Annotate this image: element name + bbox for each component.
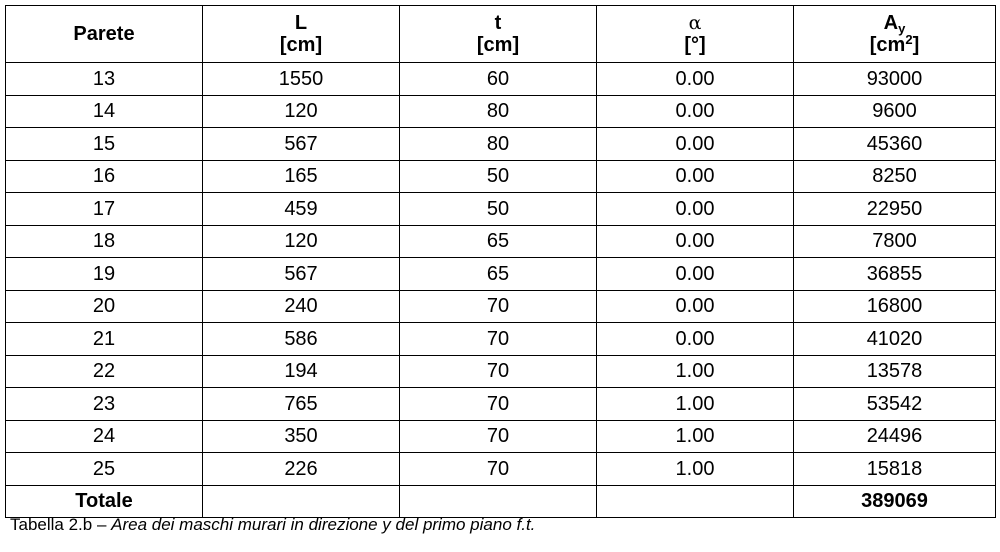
cell-l: 350 [203,420,400,453]
cell-l: 586 [203,323,400,356]
total-value: 389069 [794,485,996,517]
cell-l: 1550 [203,63,400,96]
cell-parete: 17 [6,193,203,226]
cell-alpha: 0.00 [597,63,794,96]
table-caption [10,515,535,535]
cell-ay: 45360 [794,128,996,161]
cell-alpha: 0.00 [597,128,794,161]
table-row [6,160,996,193]
header-row [6,6,996,63]
cell-parete: 15 [6,128,203,161]
cell-l: 120 [203,95,400,128]
cell-ay: 13578 [794,355,996,388]
table-row [6,290,996,323]
header-ay: $A_y$ $[cm^2]$ [794,6,996,63]
table-row [6,63,996,96]
cell-ay: 15818 [794,453,996,486]
cell-t: 50 [400,193,597,226]
table-row [6,453,996,486]
header-alpha: α [°] [597,6,794,63]
cell-parete: 16 [6,160,203,193]
cell-l: 165 [203,160,400,193]
cell-ay: 22950 [794,193,996,226]
header-t: t [cm] [400,6,597,63]
cell-alpha: 0.00 [597,323,794,356]
cell-alpha: 0.00 [597,225,794,258]
cell-parete: 13 [6,63,203,96]
cell-t: 70 [400,355,597,388]
table-row [6,323,996,356]
cell-ay: 7800 [794,225,996,258]
cell-t: 65 [400,258,597,291]
cell-t: 70 [400,453,597,486]
cell-l: 459 [203,193,400,226]
cell-l: 240 [203,290,400,323]
cell-ay: 8250 [794,160,996,193]
cell-t: 70 [400,290,597,323]
cell-parete: 24 [6,420,203,453]
cell-t: 70 [400,323,597,356]
table-row [6,388,996,421]
cell-alpha: 0.00 [597,193,794,226]
cell-t: 65 [400,225,597,258]
cell-parete: 18 [6,225,203,258]
cell-t: 80 [400,95,597,128]
cell-t: 70 [400,420,597,453]
table-row [6,193,996,226]
header-parete: Parete [6,6,203,63]
cell-t: 80 [400,128,597,161]
wall-area-table [5,5,996,518]
cell-parete: 22 [6,355,203,388]
table-row [6,420,996,453]
cell-ay: 53542 [794,388,996,421]
cell-alpha: 0.00 [597,160,794,193]
caption-prefix: Tabella 2.b – [10,515,112,534]
cell-ay: 24496 [794,420,996,453]
cell-ay: 9600 [794,95,996,128]
cell-alpha: 1.00 [597,420,794,453]
cell-l: 226 [203,453,400,486]
table-row [6,128,996,161]
total-label: Totale [6,485,203,517]
cell-ay: 36855 [794,258,996,291]
cell-alpha: 1.00 [597,388,794,421]
cell-parete: 21 [6,323,203,356]
cell-l: 567 [203,128,400,161]
total-empty-cell [203,485,400,517]
cell-t: 50 [400,160,597,193]
cell-alpha: 1.00 [597,453,794,486]
table-body [6,63,996,486]
cell-l: 567 [203,258,400,291]
cell-alpha: 0.00 [597,290,794,323]
cell-t: 60 [400,63,597,96]
table-row [6,225,996,258]
cell-parete: 19 [6,258,203,291]
cell-l: 194 [203,355,400,388]
cell-ay: 41020 [794,323,996,356]
cell-ay: 16800 [794,290,996,323]
total-empty-cell [597,485,794,517]
table-row [6,258,996,291]
table-row [6,95,996,128]
total-empty-cell [400,485,597,517]
cell-alpha: 0.00 [597,95,794,128]
cell-parete: 25 [6,453,203,486]
cell-l: 120 [203,225,400,258]
cell-t: 70 [400,388,597,421]
cell-parete: 20 [6,290,203,323]
caption-text: Area dei maschi murari in direzione y del primo piano f.t. [111,515,536,534]
cell-l: 765 [203,388,400,421]
table-row [6,355,996,388]
cell-alpha: 0.00 [597,258,794,291]
cell-parete: 23 [6,388,203,421]
header-l: L [cm] [203,6,400,63]
cell-ay: 93000 [794,63,996,96]
total-row [6,485,996,517]
cell-parete: 14 [6,95,203,128]
cell-alpha: 1.00 [597,355,794,388]
